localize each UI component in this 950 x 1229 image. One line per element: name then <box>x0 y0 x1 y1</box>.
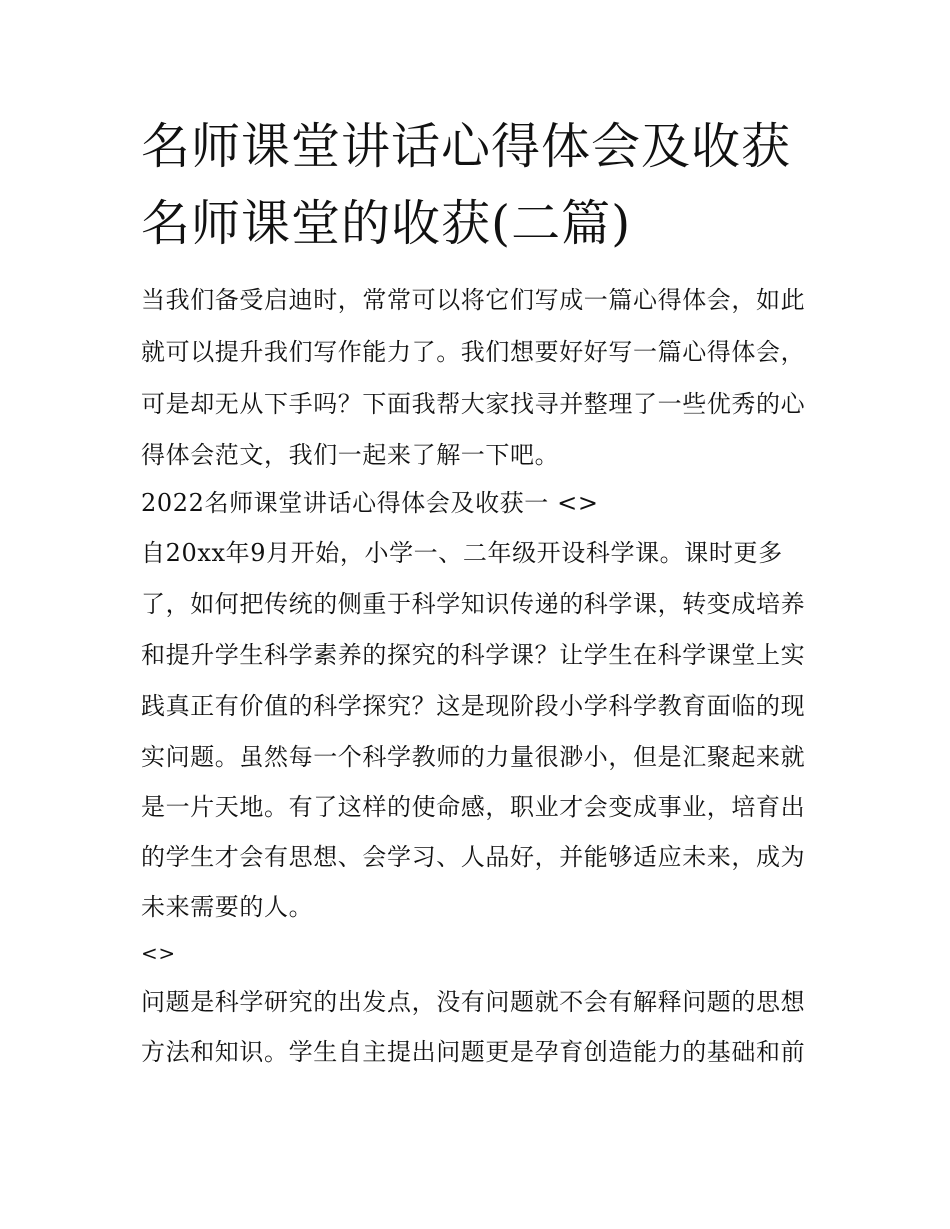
intro-line: 得体会范文，我们一起来了解一下吧。 <box>141 441 560 469</box>
paragraph-line: 未来需要的人。 <box>141 893 314 921</box>
document-title-line-2: 名师课堂的收获(二篇) <box>141 195 632 252</box>
paragraph-line: 问题是科学研究的出发点，没有问题就不会有解释问题的思想 <box>141 988 806 1016</box>
paragraph-line: 自20xx年9月开始，小学一、二年级开设科学课。课时更多 <box>141 539 783 567</box>
separator: <> <box>141 941 176 965</box>
intro-line: 可是却无从下手吗？下面我帮大家找寻并整理了一些优秀的心 <box>141 390 806 418</box>
section-heading: 2022名师课堂讲话心得体会及收获一 <> <box>141 489 599 517</box>
paragraph-line: 的学生才会有思想、会学习、人品好，并能够适应未来，成为 <box>141 843 806 871</box>
paragraph-line: 践真正有价值的科学探究？这是现阶段小学科学教育面临的现 <box>141 692 806 720</box>
paragraph-line: 和提升学生科学素养的探究的科学课？让学生在科学课堂上实 <box>141 641 806 669</box>
paragraph-line: 了，如何把传统的侧重于科学知识传递的科学课，转变成培养 <box>141 590 806 618</box>
intro-line: 当我们备受启迪时，常常可以将它们写成一篇心得体会，如此 <box>141 286 806 314</box>
intro-line: 就可以提升我们写作能力了。我们想要好好写一篇心得体会， <box>141 338 806 366</box>
paragraph-line: 实问题。虽然每一个科学教师的力量很渺小，但是汇聚起来就 <box>141 743 806 771</box>
document-title-line-1: 名师课堂讲话心得体会及收获 <box>141 118 792 175</box>
paragraph-line: 方法和知识。学生自主提出问题更是孕育创造能力的基础和前 <box>141 1038 806 1066</box>
paragraph-line: 是一片天地。有了这样的使命感，职业才会变成事业，培育出 <box>141 793 806 821</box>
